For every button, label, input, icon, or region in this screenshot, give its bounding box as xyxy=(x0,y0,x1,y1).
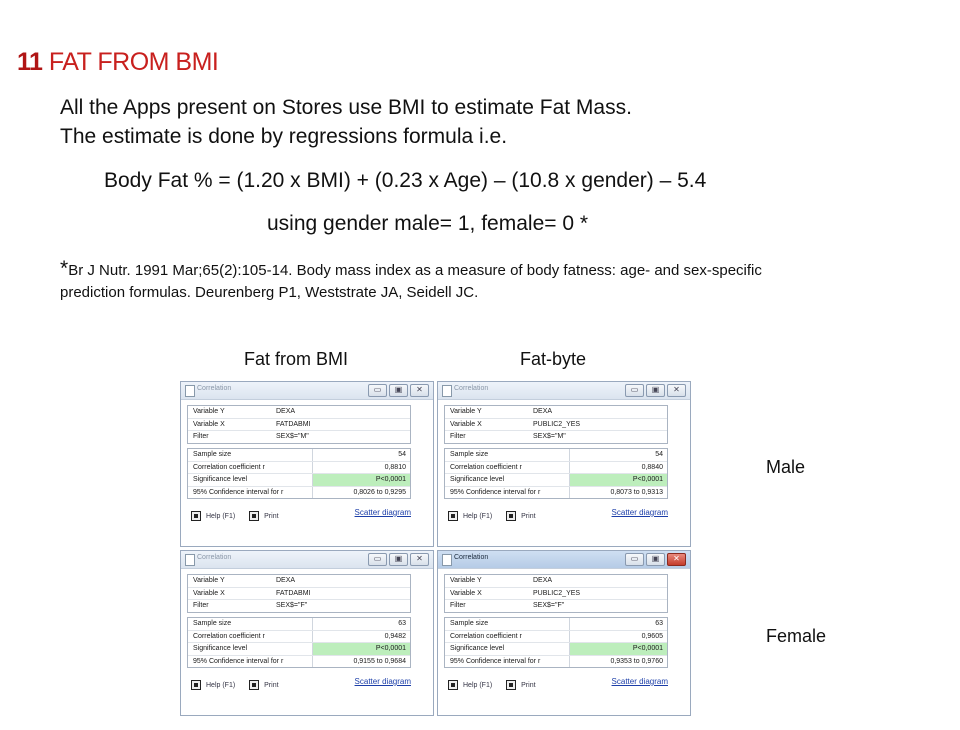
filter-row xyxy=(188,600,410,612)
filter-label: Filter xyxy=(450,433,466,441)
correlation-label: Correlation coefficient r xyxy=(450,463,522,471)
caption-fat-byte: Fat-byte xyxy=(520,349,587,369)
document-icon xyxy=(442,385,452,397)
window-footer xyxy=(448,680,548,690)
help-button[interactable]: Help (F1) xyxy=(206,512,236,520)
sample-size-label: Sample size xyxy=(450,451,489,458)
reference-line-2: prediction formulas. Deurenberg P1, Weststrate JA, Seidell JC. xyxy=(60,284,479,301)
window-title: Correlation xyxy=(197,385,232,392)
print-icon[interactable] xyxy=(506,680,516,690)
filter-row xyxy=(188,431,410,443)
document-icon xyxy=(185,554,195,566)
reference xyxy=(60,258,762,304)
filter-value: SEX$="M" xyxy=(533,433,566,441)
filter-row xyxy=(445,431,667,443)
variable-x-row xyxy=(188,588,410,601)
variable-y-value: DEXA xyxy=(533,577,553,584)
variable-x-value: FATDABMI xyxy=(276,589,311,597)
variable-y-label: Variable Y xyxy=(450,577,482,584)
significance-label: Significance level xyxy=(450,645,505,653)
correlation-window-female-fat-from-bmi[interactable] xyxy=(180,550,434,716)
variable-y-label: Variable Y xyxy=(193,577,225,584)
confidence-value: 0,8026 to 0,9295 xyxy=(353,488,406,496)
maximize-button[interactable]: ▣ xyxy=(389,384,408,397)
scatter-diagram-link[interactable]: Scatter diagram xyxy=(354,508,411,517)
variable-y-row xyxy=(445,406,667,419)
correlation-window-male-fat-from-bmi[interactable] xyxy=(180,381,434,547)
help-button[interactable]: Help (F1) xyxy=(206,681,236,689)
variable-y-row xyxy=(188,406,410,419)
window-titlebar[interactable] xyxy=(181,551,433,569)
correlation-value: 0,9482 xyxy=(384,632,406,640)
window-footer xyxy=(191,680,291,690)
scatter-diagram-link[interactable]: Scatter diagram xyxy=(354,677,411,686)
significance-value: P<0,0001 xyxy=(632,645,663,653)
confidence-row xyxy=(445,656,667,668)
maximize-button[interactable]: ▣ xyxy=(646,384,665,397)
confidence-row xyxy=(188,656,410,668)
help-icon[interactable] xyxy=(448,680,458,690)
significance-row xyxy=(188,643,410,656)
variable-x-value: PUBLIC2_YES xyxy=(533,420,581,428)
caption-fat-from-bmi: Fat from BMI xyxy=(244,349,349,369)
variable-x-label: Variable X xyxy=(193,589,225,597)
significance-value: P<0,0001 xyxy=(375,476,406,484)
filter-value: SEX$="F" xyxy=(533,602,565,610)
confidence-label: 95% Confidence interval for r xyxy=(450,657,541,665)
print-button[interactable]: Print xyxy=(521,512,536,520)
variable-x-value: PUBLIC2_YES xyxy=(533,589,581,597)
variable-y-row xyxy=(445,575,667,588)
sample-size-value: 63 xyxy=(398,620,406,627)
statistics-section xyxy=(444,448,668,499)
significance-value: P<0,0001 xyxy=(632,476,663,484)
variable-x-row xyxy=(445,588,667,601)
slide-title xyxy=(17,48,218,77)
correlation-window-male-fat-byte[interactable] xyxy=(437,381,691,547)
variables-section xyxy=(444,574,668,613)
sample-size-row xyxy=(188,449,410,462)
sample-size-row xyxy=(445,618,667,631)
minimize-button[interactable]: ▭ xyxy=(368,384,387,397)
close-button[interactable]: ✕ xyxy=(410,553,429,566)
confidence-value: 0,8073 to 0,9313 xyxy=(610,488,663,496)
sample-size-value: 63 xyxy=(655,620,663,627)
variable-y-value: DEXA xyxy=(276,408,296,415)
variable-x-label: Variable X xyxy=(450,420,482,428)
variables-section xyxy=(187,405,411,444)
correlation-label: Correlation coefficient r xyxy=(193,463,265,471)
slide-title-text: FAT FROM BMI xyxy=(48,48,219,76)
statistics-section xyxy=(187,617,411,668)
minimize-button[interactable]: ▭ xyxy=(368,553,387,566)
correlation-label: Correlation coefficient r xyxy=(450,632,522,640)
maximize-button[interactable]: ▣ xyxy=(389,553,408,566)
variable-x-row xyxy=(188,419,410,432)
sample-size-label: Sample size xyxy=(193,451,232,458)
filter-row xyxy=(445,600,667,612)
variable-x-label: Variable X xyxy=(450,589,482,597)
window-title: Correlation xyxy=(197,554,232,561)
close-button[interactable]: ✕ xyxy=(667,553,686,566)
significance-label: Significance level xyxy=(193,645,248,653)
gender-note: using gender male= 1, female= 0 * xyxy=(267,212,589,235)
minimize-button[interactable]: ▭ xyxy=(625,553,644,566)
close-button[interactable]: ✕ xyxy=(410,384,429,397)
statistics-section xyxy=(444,617,668,668)
filter-label: Filter xyxy=(450,602,466,610)
significance-row xyxy=(445,474,667,487)
correlation-value: 0,8810 xyxy=(384,463,406,471)
label-male: Male xyxy=(766,457,806,477)
help-icon[interactable] xyxy=(191,511,201,521)
help-button[interactable]: Help (F1) xyxy=(463,681,493,689)
window-title: Correlation xyxy=(454,554,489,561)
variable-y-value: DEXA xyxy=(276,577,296,584)
variables-section xyxy=(187,574,411,613)
statistics-section xyxy=(187,448,411,499)
help-button[interactable]: Help (F1) xyxy=(463,512,493,520)
significance-value: P<0,0001 xyxy=(375,645,406,653)
document-icon xyxy=(442,554,452,566)
help-icon[interactable] xyxy=(448,511,458,521)
window-footer xyxy=(191,511,291,521)
sample-size-row xyxy=(188,618,410,631)
help-icon[interactable] xyxy=(191,680,201,690)
sample-size-value: 54 xyxy=(398,451,406,458)
formula: Body Fat % = (1.20 x BMI) + (0.23 x Age) – (10.8 x gender) – 5.4 xyxy=(104,169,707,192)
correlation-row xyxy=(188,631,410,644)
print-button[interactable]: Print xyxy=(521,681,536,689)
print-icon[interactable] xyxy=(249,680,259,690)
variable-x-value: FATDABMI xyxy=(276,420,311,428)
scatter-diagram-link[interactable]: Scatter diagram xyxy=(611,677,668,686)
variable-x-row xyxy=(445,419,667,432)
window-titlebar[interactable] xyxy=(181,382,433,400)
document-icon xyxy=(185,385,195,397)
variable-y-row xyxy=(188,575,410,588)
intro-line-1: All the Apps present on Stores use BMI to estimate Fat Mass. xyxy=(60,96,632,119)
reference-star: * xyxy=(60,257,69,280)
print-button[interactable]: Print xyxy=(264,681,279,689)
confidence-label: 95% Confidence interval for r xyxy=(193,488,284,496)
correlation-row xyxy=(445,631,667,644)
print-icon[interactable] xyxy=(249,511,259,521)
window-footer xyxy=(448,511,548,521)
sample-size-value: 54 xyxy=(655,451,663,458)
correlation-row xyxy=(445,462,667,475)
variables-section xyxy=(444,405,668,444)
window-titlebar[interactable] xyxy=(438,551,690,569)
print-button[interactable]: Print xyxy=(264,512,279,520)
significance-label: Significance level xyxy=(450,476,505,484)
significance-label: Significance level xyxy=(193,476,248,484)
correlation-row xyxy=(188,462,410,475)
confidence-row xyxy=(188,487,410,499)
variable-x-label: Variable X xyxy=(193,420,225,428)
sample-size-label: Sample size xyxy=(450,620,489,627)
correlation-value: 0,9605 xyxy=(641,632,663,640)
correlation-value: 0,8840 xyxy=(641,463,663,471)
filter-value: SEX$="M" xyxy=(276,433,309,441)
significance-row xyxy=(445,643,667,656)
confidence-value: 0,9353 to 0,9760 xyxy=(610,657,663,665)
filter-value: SEX$="F" xyxy=(276,602,308,610)
variable-y-label: Variable Y xyxy=(193,408,225,415)
significance-row xyxy=(188,474,410,487)
variable-y-value: DEXA xyxy=(533,408,553,415)
filter-label: Filter xyxy=(193,433,209,441)
confidence-value: 0,9155 to 0,9684 xyxy=(353,657,406,665)
window-title: Correlation xyxy=(454,385,489,392)
correlation-window-female-fat-byte[interactable] xyxy=(437,550,691,716)
window-titlebar[interactable] xyxy=(438,382,690,400)
print-icon[interactable] xyxy=(506,511,516,521)
close-button[interactable]: ✕ xyxy=(667,384,686,397)
reference-line-1: Br J Nutr. 1991 Mar;65(2):105-14. Body mass index as a measure of body fatness: age- and sex-specific xyxy=(68,262,762,279)
sample-size-row xyxy=(445,449,667,462)
label-female: Female xyxy=(766,626,827,646)
minimize-button[interactable]: ▭ xyxy=(625,384,644,397)
correlation-label: Correlation coefficient r xyxy=(193,632,265,640)
confidence-label: 95% Confidence interval for r xyxy=(193,657,284,665)
maximize-button[interactable]: ▣ xyxy=(646,553,665,566)
scatter-diagram-link[interactable]: Scatter diagram xyxy=(611,508,668,517)
sample-size-label: Sample size xyxy=(193,620,232,627)
filter-label: Filter xyxy=(193,602,209,610)
confidence-label: 95% Confidence interval for r xyxy=(450,488,541,496)
slide-number: 11 xyxy=(17,48,43,76)
variable-y-label: Variable Y xyxy=(450,408,482,415)
intro-line-2: The estimate is done by regressions formula i.e. xyxy=(60,125,508,148)
confidence-row xyxy=(445,487,667,499)
